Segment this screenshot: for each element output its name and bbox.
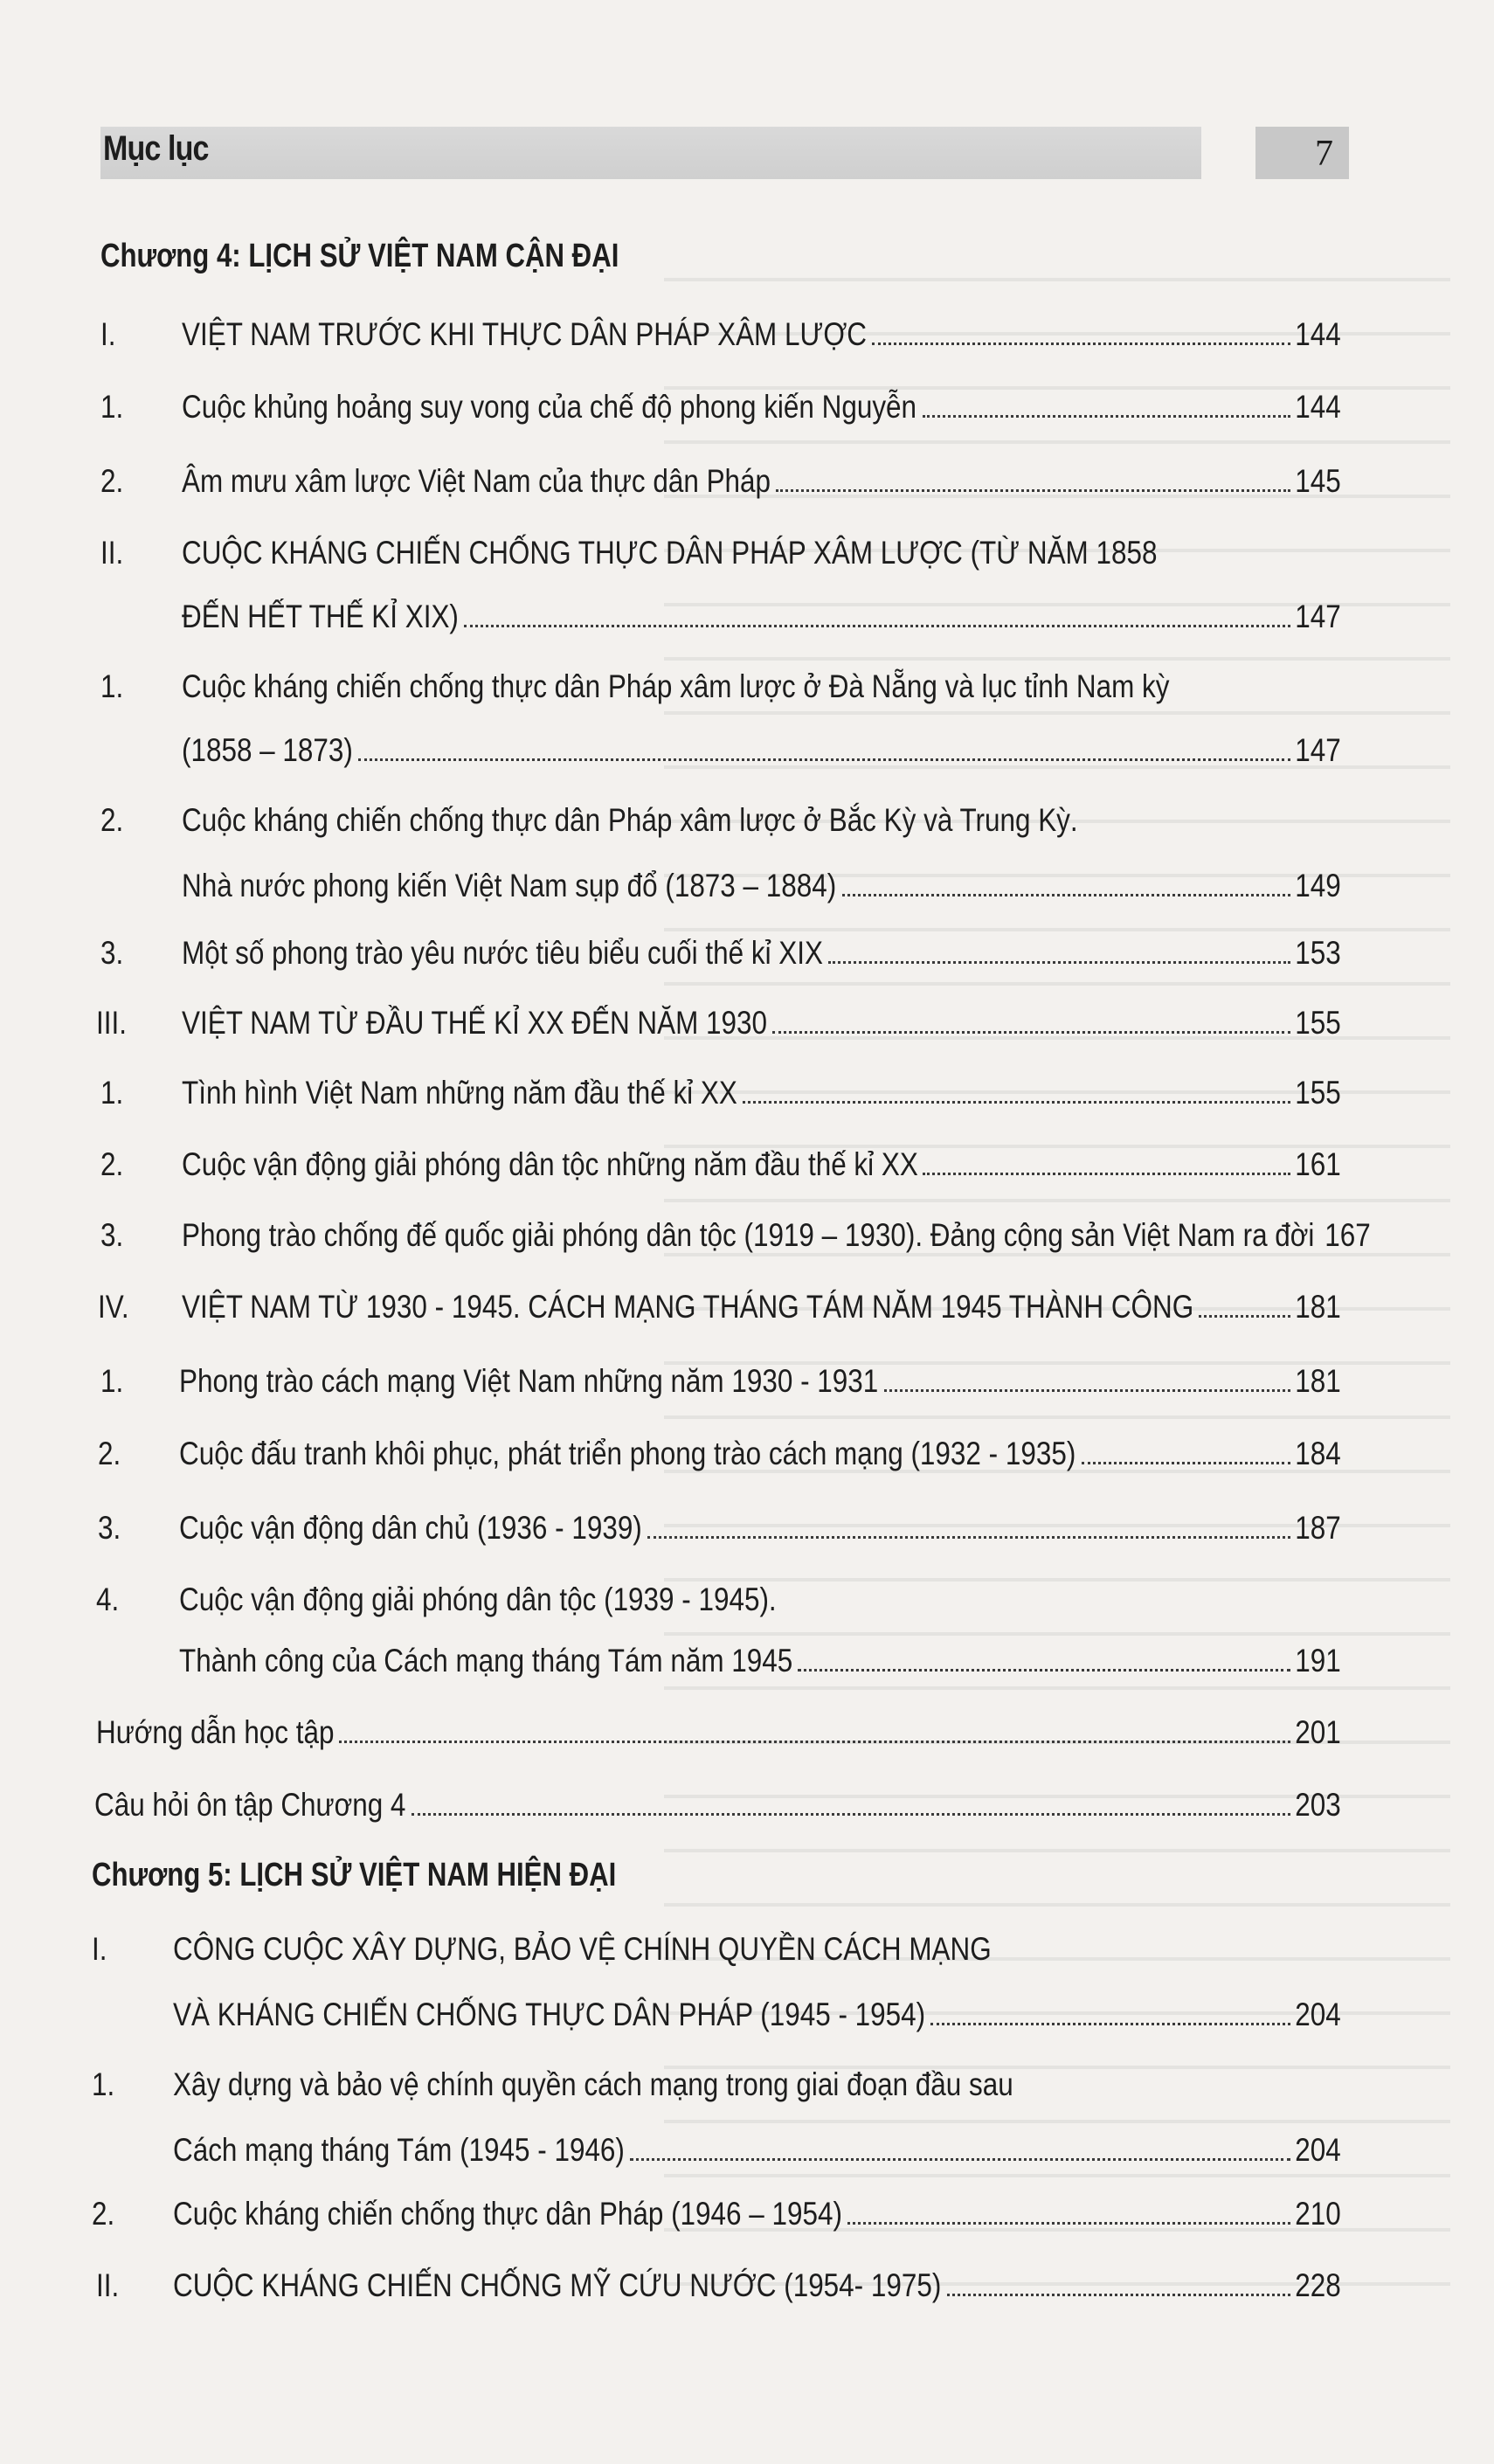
toc-entry-row [94,1787,1341,1839]
toc-entry-title: ĐẾN HẾT THẾ KỈ XIX) [182,599,459,634]
dot-leader [798,1643,1290,1672]
toc-entry-title: Xây dựng và bảo vệ chính quyền cách mạng trong giai đoạn đầu sau [173,2066,1013,2102]
toc-entry-row [100,668,1341,721]
toc-entry-row [100,1217,1371,1270]
toc-entry-page: 204 [1295,1997,1341,2032]
toc-entry-row [100,463,1341,516]
toc-entry-row [100,1075,1341,1127]
dot-leader [1082,1436,1290,1464]
toc-entry-number: I. [92,1931,107,1967]
toc-entry-row [100,802,1341,855]
toc-entry-page: 210 [1295,2196,1341,2232]
toc-entry-row [100,1146,1341,1199]
dot-leader [339,1714,1290,1743]
toc-entry-number: 2. [100,802,124,838]
toc-entry-title: Cuộc vận động giải phóng dân tộc (1939 - 1945). [179,1582,777,1617]
toc-entry-title: VIỆT NAM TỪ 1930 - 1945. CÁCH MẠNG THÁNG TÁM NĂM 1945 THÀNH CÔNG [182,1289,1194,1325]
toc-entry-page: 153 [1295,935,1341,971]
toc-entry-title: Phong trào chống đế quốc giải phóng dân tộc (1919 – 1930). Đảng cộng sản Việt Nam ra đời [182,1217,1315,1253]
toc-entry-row [98,1436,1341,1488]
dot-leader [847,2196,1290,2225]
dot-leader [358,732,1290,761]
toc-entry-page: 184 [1295,1436,1341,1471]
toc-entry-number: 3. [100,935,124,971]
toc-entry-number: 4. [96,1582,120,1617]
toc-entry-row [96,1714,1341,1767]
toc-entry-number: 1. [92,2066,115,2102]
dot-leader [464,599,1290,627]
toc-entry-number: IV. [98,1289,129,1325]
dot-leader [930,1997,1290,2025]
dot-leader [923,389,1290,418]
toc-entry-title: Nhà nước phong kiến Việt Nam sụp đổ (1873 – 1884) [182,868,837,903]
toc-entry-number: 3. [100,1217,124,1253]
toc-entry-title: Tình hình Việt Nam những năm đầu thế kỉ XX [182,1075,737,1111]
toc-entry-row [100,535,1341,587]
toc-entry-number: 1. [100,1075,124,1111]
toc-entry-row [92,1931,1341,1983]
toc-entry-title: CUỘC KHÁNG CHIẾN CHỐNG THỰC DÂN PHÁP XÂM LƯỢC (TỪ NĂM 1858 [182,535,1158,571]
dot-leader [828,935,1290,964]
toc-entry-title: VIỆT NAM TỪ ĐẦU THẾ KỈ XX ĐẾN NĂM 1930 [182,1005,768,1041]
toc-entry-number: 2. [100,1146,124,1182]
toc-entry-number: 2. [92,2196,115,2232]
toc-entry-row [92,2196,1341,2248]
toc-entry-page: 149 [1295,868,1341,903]
toc-entry-title: Cách mạng tháng Tám (1945 - 1946) [173,2132,625,2168]
dot-leader [872,316,1290,345]
dot-leader [1199,1289,1290,1318]
dot-leader [947,2267,1290,2296]
toc-entry-title: Cuộc kháng chiến chống thực dân Pháp xâm lược ở Đà Nẵng và lục tỉnh Nam kỳ [182,668,1170,704]
toc-entry-page: 145 [1295,463,1341,499]
toc-entry-page: 155 [1295,1005,1341,1041]
toc-entry-title: CÔNG CUỘC XÂY DỰNG, BẢO VỆ CHÍNH QUYỀN CÁCH MẠNG [173,1931,992,1967]
toc-entry-title: VIỆT NAM TRƯỚC KHI THỰC DÂN PHÁP XÂM LƯỢC [182,316,868,352]
toc-entry-number: 3. [98,1510,121,1546]
toc-entry-row [96,2267,1341,2320]
toc-entry-page: 144 [1295,389,1341,425]
toc-entry-page: 161 [1295,1146,1341,1182]
toc-entry-page: 155 [1295,1075,1341,1111]
toc-entry-title: Phong trào cách mạng Việt Nam những năm 1930 - 1931 [179,1363,879,1399]
toc-entry-row [100,1363,1341,1415]
toc-entry-page: 167 [1325,1217,1371,1253]
toc-entry-page: 187 [1295,1510,1341,1546]
dot-leader [884,1363,1290,1392]
toc-entry-row [92,2066,1341,2119]
toc-entry-row [96,1005,1341,1057]
toc-entry-title: Cuộc khủng hoảng suy vong của chế độ phong kiến Nguyễn [182,389,917,425]
toc-entry-page: 181 [1295,1289,1341,1325]
toc-entry-row [100,316,1341,369]
toc-entry-title: Cuộc vận động dân chủ (1936 - 1939) [179,1510,642,1546]
toc-entry-row [92,2132,1341,2184]
dot-leader [630,2132,1290,2161]
toc-entry-page: 203 [1295,1787,1341,1823]
toc-entry-title: Cuộc đấu tranh khôi phục, phát triển phong trào cách mạng (1932 - 1935) [179,1436,1076,1471]
toc-entry-number: 2. [98,1436,121,1471]
toc-entry-number: II. [100,535,124,571]
toc-entry-row [98,1289,1341,1341]
header-bar [100,127,1201,179]
dot-leader [923,1146,1290,1175]
toc-entry-title: (1858 – 1873) [182,732,353,768]
toc-entry-row [100,868,1341,920]
toc-entry-page: 147 [1295,732,1341,768]
toc-entry-page: 147 [1295,599,1341,634]
page-title: Mục lục [103,129,209,168]
toc-entry-title: CUỘC KHÁNG CHIẾN CHỐNG MỸ CỨU NƯỚC (1954- 1975) [173,2267,942,2303]
toc-entry-title: Cuộc kháng chiến chống thực dân Pháp (1946 – 1954) [173,2196,842,2232]
toc-entry-number: II. [96,2267,120,2303]
toc-entry-row [96,1582,1341,1634]
toc-entry-title: Âm mưu xâm lược Việt Nam của thực dân Pháp [182,463,771,499]
toc-entry-number: 1. [100,668,124,704]
toc-entry-row [96,1643,1341,1695]
toc-entry-page: 181 [1295,1363,1341,1399]
page-number: 7 [1315,134,1333,174]
toc-entry-number: 2. [100,463,124,499]
toc-entry-page: 191 [1295,1643,1341,1678]
toc-entry-page: 144 [1295,316,1341,352]
toc-entry-row [100,599,1341,651]
toc-entry-title: VÀ KHÁNG CHIẾN CHỐNG THỰC DÂN PHÁP (1945 - 1954) [173,1997,926,2032]
dot-leader [743,1075,1290,1104]
dot-leader [772,1005,1290,1034]
toc-entry-title: Cuộc kháng chiến chống thực dân Pháp xâm lược ở Bắc Kỳ và Trung Kỳ. [182,802,1078,838]
page-number-box [1255,127,1349,179]
toc-entry-title: Thành công của Cách mạng tháng Tám năm 1945 [179,1643,793,1678]
toc-entry-number: 1. [100,1363,124,1399]
toc-entry-title: Hướng dẫn học tập [96,1714,335,1750]
dot-leader [842,868,1290,896]
toc-entry-row [98,1510,1341,1562]
toc-entry-row [92,1997,1341,2049]
toc-entry-row [100,389,1341,441]
toc-entry-number: I. [100,316,116,352]
chapter-heading: Chương 5: LỊCH SỬ VIỆT NAM HIỆN ĐẠI [92,1857,617,1893]
toc-entry-title: Cuộc vận động giải phóng dân tộc những năm đầu thế kỉ XX [182,1146,918,1182]
chapter-heading: Chương 4: LỊCH SỬ VIỆT NAM CẬN ĐẠI [100,238,619,274]
toc-entry-number: 1. [100,389,124,425]
toc-entry-page: 201 [1295,1714,1341,1750]
toc-entry-title: Một số phong trào yêu nước tiêu biểu cuối thế kỉ XIX [182,935,824,971]
dot-leader [647,1510,1290,1539]
dot-leader [412,1787,1290,1816]
toc-entry-title: Câu hỏi ôn tập Chương 4 [94,1787,406,1823]
toc-entry-page: 204 [1295,2132,1341,2168]
dot-leader [776,463,1290,492]
toc-entry-page: 228 [1295,2267,1341,2303]
toc-entry-row [100,732,1341,785]
toc-entry-number: III. [96,1005,127,1041]
toc-entry-row [100,935,1341,987]
